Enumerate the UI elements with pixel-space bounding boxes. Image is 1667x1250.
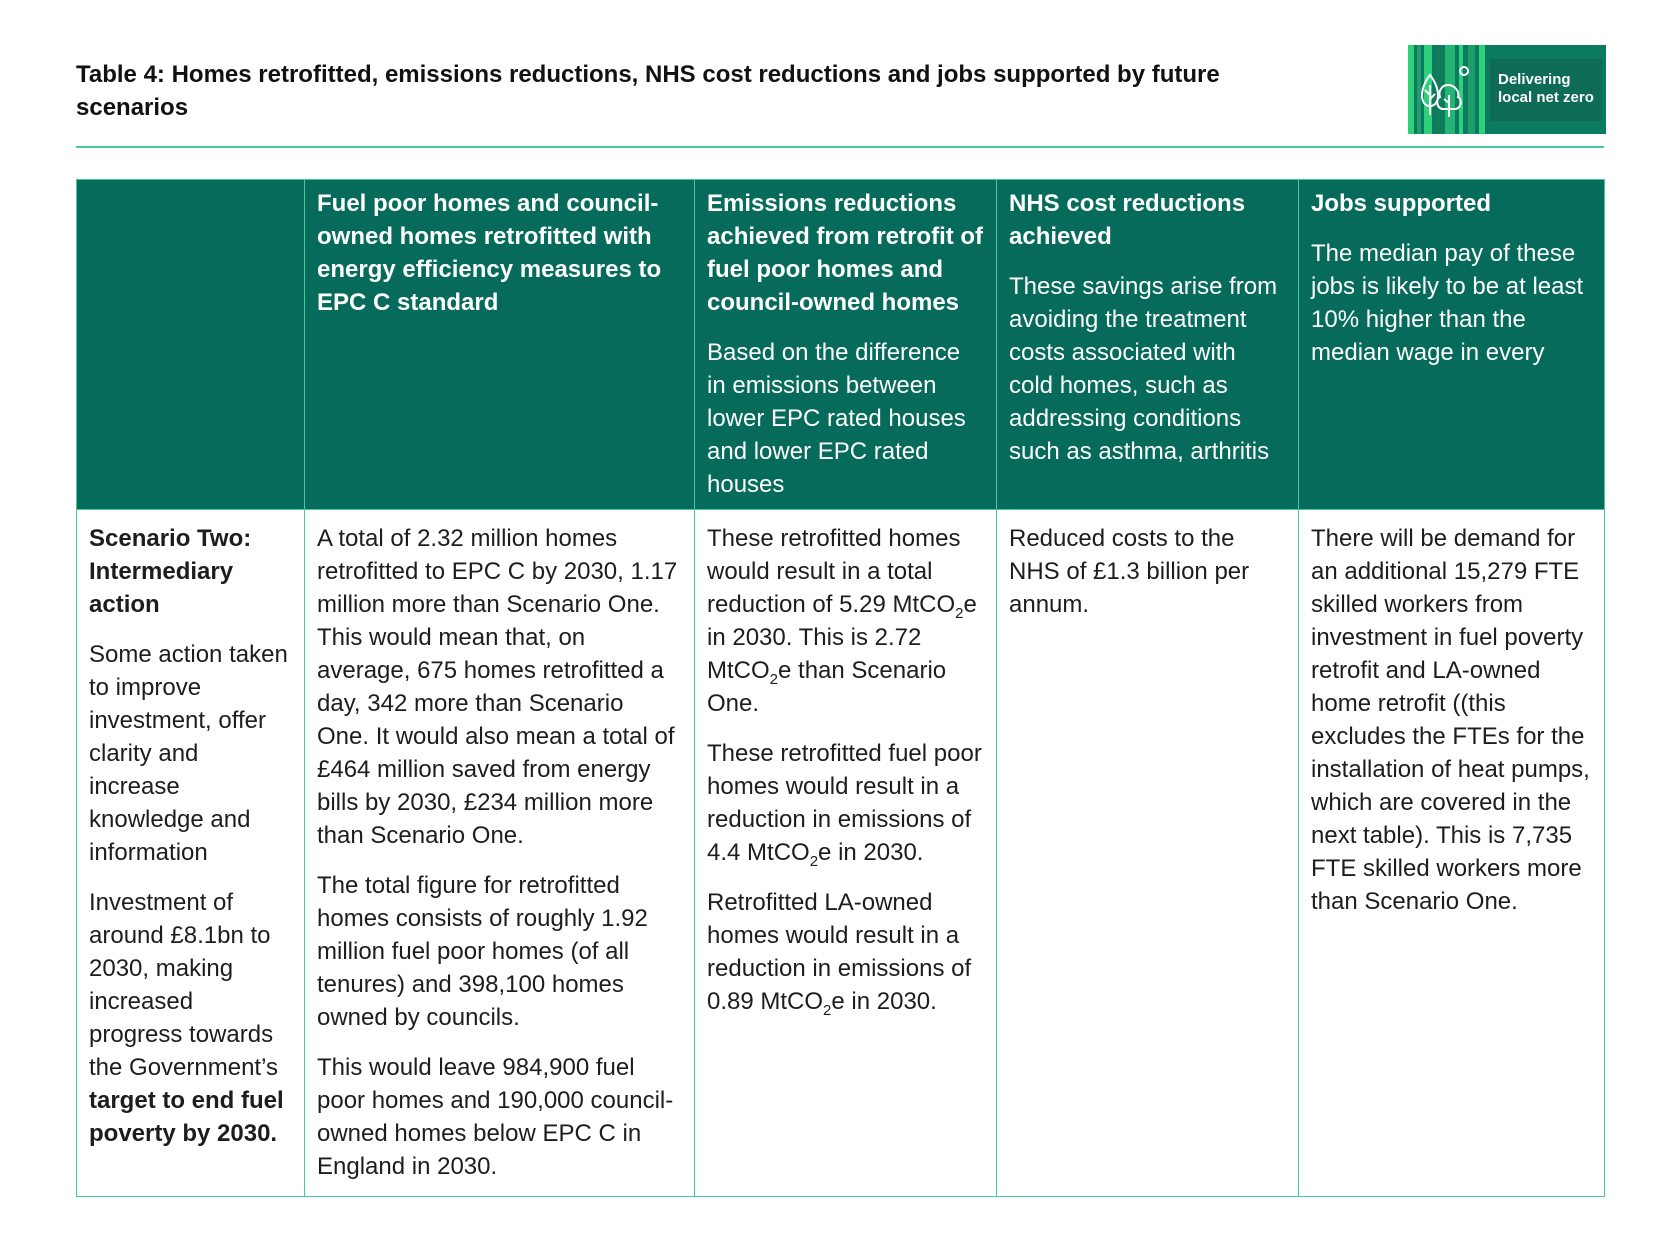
emissions-p3-text-b: e in 2030. xyxy=(831,988,937,1015)
table-header-row xyxy=(77,180,1605,510)
emissions-p3-text-a: Retrofitted LA-owned homes would result in a reduction in emissions of 0.89 MtCO xyxy=(707,889,972,1015)
header-cell-homes xyxy=(305,180,695,510)
header-note-emissions: Based on the difference in emissions between lower EPC rated houses and lower EPC rated houses xyxy=(707,339,966,498)
table-row-scenario-two xyxy=(77,510,1605,1197)
scenario-description: Some action taken to improve investment, offer clarity and increase knowledge and information xyxy=(89,641,288,866)
co2-subscript: 2 xyxy=(809,852,819,870)
header-title-jobs: Jobs supported xyxy=(1311,190,1492,217)
header-title-nhs: NHS cost reductions achieved xyxy=(1009,190,1246,250)
header-note-jobs: The median pay of these jobs is likely to be at least 10% higher than the median wage in every xyxy=(1311,240,1584,366)
emissions-p2-text-b: e in 2030. xyxy=(818,839,924,866)
header-cell-jobs xyxy=(1299,180,1605,510)
cell-emissions xyxy=(695,510,997,1197)
header-cell-empty xyxy=(77,180,305,510)
scenario-title: Scenario Two: Intermediary action xyxy=(89,525,252,618)
emissions-paragraph-3 xyxy=(707,886,984,1018)
logo-line-1: Delivering xyxy=(1498,71,1571,88)
cell-scenario xyxy=(77,510,305,1197)
scenarios-table xyxy=(76,179,1605,1197)
homes-paragraph-2: The total figure for retrofitted homes consists of roughly 1.92 million fuel poor homes (of all tenures) and 398,100 homes owned by councils. xyxy=(317,872,648,1031)
table-title: Table 4: Homes retrofitted, emissions reductions, NHS cost reductions and jobs supported by future scenarios xyxy=(76,61,1220,121)
title-divider xyxy=(76,146,1604,148)
co2-subscript: 2 xyxy=(955,604,964,622)
cell-homes xyxy=(305,510,695,1197)
header-cell-emissions xyxy=(695,180,997,510)
header-title-emissions: Emissions reductions achieved from retrofit of fuel poor homes and council-owned homes xyxy=(707,190,984,316)
logo-wordmark xyxy=(1490,59,1602,121)
cell-jobs xyxy=(1299,510,1605,1197)
trees-icon xyxy=(1416,63,1478,119)
emissions-p1-text-c: e than Scenario One. xyxy=(707,657,947,717)
delivering-local-net-zero-logo xyxy=(1408,45,1606,134)
nhs-paragraph: Reduced costs to the NHS of £1.3 billion per annum. xyxy=(1009,525,1250,618)
homes-paragraph-1: A total of 2.32 million homes retrofitted to EPC C by 2030, 1.17 million more than Scenario One. This would mean that, on average, 675 homes retrofitted a day, 342 more than Scenario One. It would also mean a total of £464 million saved from energy bills by 2030, £234 million more than Scenario One. xyxy=(317,525,678,849)
co2-subscript: 2 xyxy=(769,670,779,688)
emissions-paragraph-1 xyxy=(707,522,984,720)
emissions-p2-text-a: These retrofitted fuel poor homes would result in a reduction in emissions of 4.4 MtCO xyxy=(707,740,982,866)
emissions-paragraph-2 xyxy=(707,737,984,869)
scenario-investment xyxy=(89,886,292,1150)
homes-paragraph-3: This would leave 984,900 fuel poor homes and 190,000 council-owned homes below EPC C in England in 2030. xyxy=(317,1054,674,1180)
scenario-investment-target: target to end fuel poverty by 2030. xyxy=(89,1087,284,1147)
jobs-paragraph: There will be demand for an additional 15,279 FTE skilled workers from investment in fuel poverty retrofit and LA-owned home retrofit ((this excludes the FTEs for the installation of heat pumps, which are covered in the next table). This is 7,735 FTE skilled workers more than Scenario One. xyxy=(1311,525,1590,915)
header-title-homes: Fuel poor homes and council-owned homes retrofitted with energy efficiency measures to EPC C standard xyxy=(317,190,662,316)
header-cell-nhs xyxy=(997,180,1299,510)
scenario-investment-text: Investment of around £8.1bn to 2030, making increased progress towards the Government’s xyxy=(89,889,278,1081)
emissions-p1-text-b: e in 2030. This is 2.72 MtCO xyxy=(707,591,977,684)
logo-line-2: local net zero xyxy=(1498,89,1594,106)
co2-subscript: 2 xyxy=(823,1001,832,1019)
header-note-nhs: These savings arise from avoiding the treatment costs associated with cold homes, such as addressing conditions such as asthma, arthritis xyxy=(1009,273,1278,465)
cell-nhs xyxy=(997,510,1299,1197)
emissions-p1-text-a: These retrofitted homes would result in a total reduction of 5.29 MtCO xyxy=(707,525,961,618)
